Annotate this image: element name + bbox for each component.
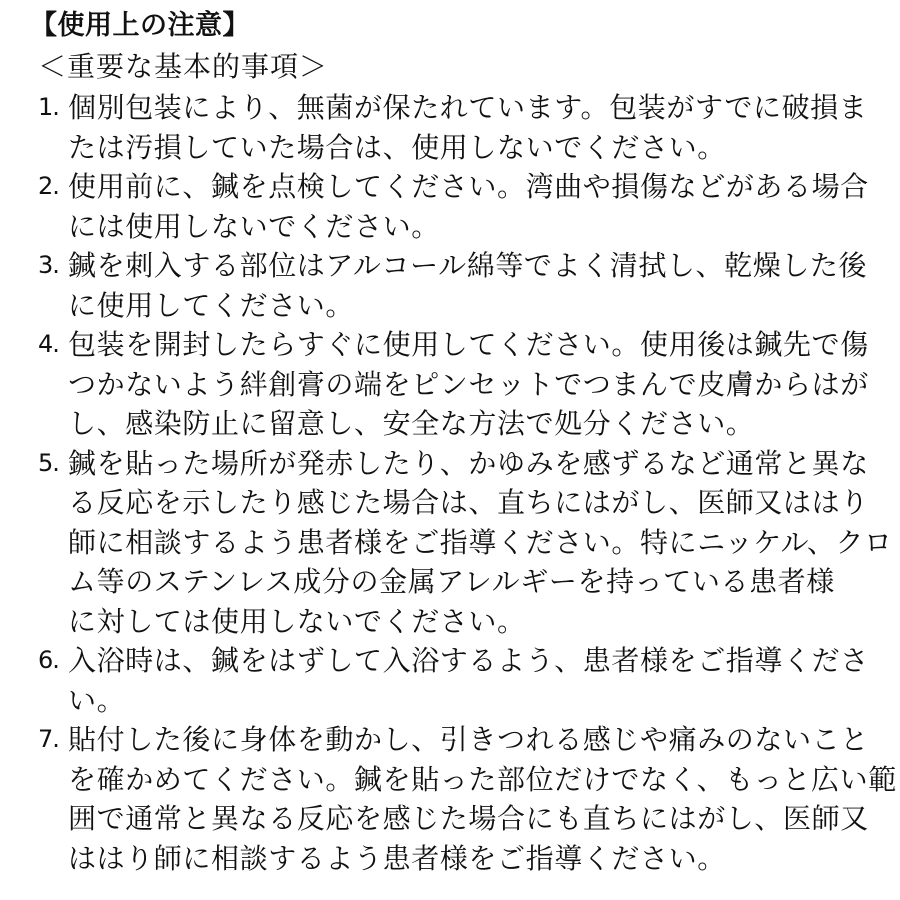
document-heading: 【使用上の注意】 xyxy=(30,10,250,41)
item-line: 鍼を刺入する部位はアルコール綿等でよく清拭し、乾燥した後 xyxy=(68,249,868,282)
precaution-item-5 xyxy=(30,444,893,642)
item-number: 5. xyxy=(38,448,59,477)
precaution-item-3 xyxy=(30,246,880,325)
item-number: 2. xyxy=(38,172,59,200)
item-line: る反応を示したり感じた場合は、直ちにはがし、医師又ははり xyxy=(68,486,869,519)
item-line: つかないよう絆創膏の端をピンセットでつまんで皮膚からはが xyxy=(68,367,869,401)
item-number: 3. xyxy=(38,251,59,279)
item-line: い。 xyxy=(68,683,126,717)
item-number: 4. xyxy=(38,330,59,358)
item-line: には使用しないでください。 xyxy=(68,209,440,243)
item-text xyxy=(68,325,880,444)
precaution-item-4 xyxy=(30,325,880,444)
item-line: たは汚損していた場合は、使用しないでください。 xyxy=(68,130,726,164)
item-number: 7. xyxy=(38,725,59,753)
item-number: 1. xyxy=(38,93,59,121)
section-subheading: ＜重要な基本的事項＞ xyxy=(38,50,329,83)
item-text xyxy=(68,167,880,246)
item-line: 使用前に、鍼を点検してください。湾曲や損傷などがある場合 xyxy=(68,170,869,203)
precaution-list xyxy=(30,88,897,878)
item-number: 6. xyxy=(38,646,59,674)
item-line: ム等のステンレス成分の金属アレルギーを持っている患者様 xyxy=(68,565,835,598)
item-text xyxy=(68,641,880,720)
item-text xyxy=(68,246,880,325)
item-line: 鍼を貼った場所が発赤したり、かゆみを感ずるなど通常と異な xyxy=(68,446,869,480)
item-line: 包装を開封したらすぐに使用してください。使用後は鍼先で傷 xyxy=(68,328,869,361)
item-line: 囲で通常と異なる反応を感じた場合にも直ちにはがし、医師又 xyxy=(68,802,869,835)
item-text xyxy=(68,88,880,167)
item-line: 個別包装により、無菌が保たれています。包装がすでに破損ま xyxy=(68,91,868,124)
item-line: し、感染防止に留意し、安全な方法で処分ください。 xyxy=(68,407,755,440)
item-line: に対しては使用しないでください。 xyxy=(68,604,526,638)
item-line: を確かめてください。鍼を貼った部位だけでなく、もっと広い範 xyxy=(68,762,897,796)
precaution-item-7 xyxy=(30,720,897,878)
item-line: 師に相談するよう患者様をご指導ください。特にニッケル、クロ xyxy=(68,525,893,559)
item-line: に使用してください。 xyxy=(68,288,355,322)
precaution-item-6 xyxy=(30,641,880,720)
item-line: 貼付した後に身体を動かし、引きつれる感じや痛みのないこと xyxy=(68,723,869,756)
item-text xyxy=(68,720,897,878)
item-line: 入浴時は、鍼をはずして入浴するよう、患者様をご指導くださ xyxy=(68,644,869,677)
item-text xyxy=(68,444,893,642)
item-line: ははり師に相談するよう患者様をご指導ください。 xyxy=(68,841,726,875)
precaution-item-2 xyxy=(30,167,880,246)
precaution-item-1 xyxy=(30,88,880,167)
